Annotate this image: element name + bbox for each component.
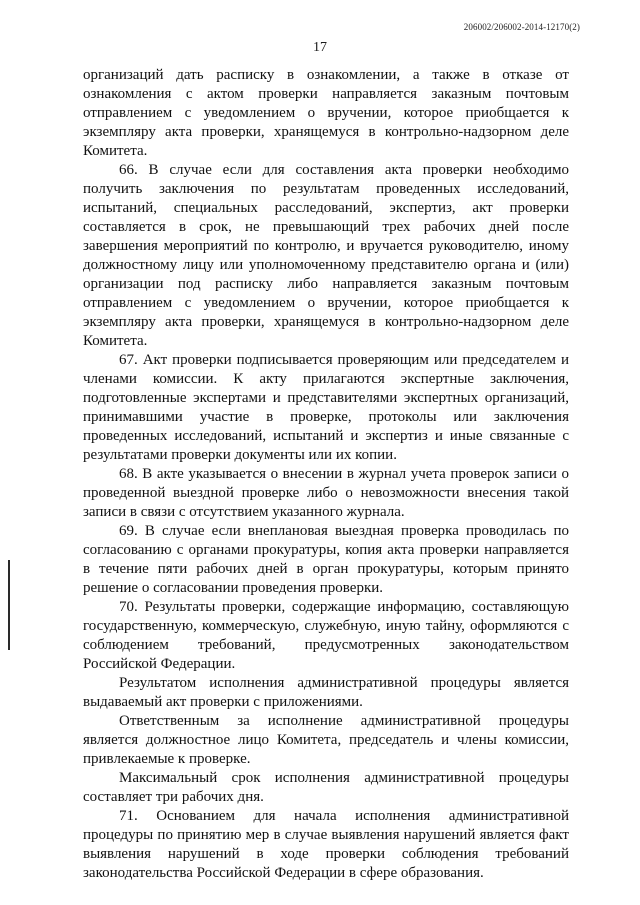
- document-id: 206002/206002-2014-12170(2): [463, 22, 580, 32]
- margin-scan-mark: [8, 560, 10, 650]
- paragraph-70: 70. Результаты проверки, содержащие информацию, составляющую государственную, коммерческую, служебную, иную тайну, оформляются с соблюдением требований, предусмотренных законодательством Российской Федерации.: [83, 599, 569, 672]
- paragraph-max-term: Максимальный срок исполнения административной процедуры составляет три рабочих дня.: [83, 770, 569, 805]
- paragraph-69: 69. В случае если внеплановая выездная проверка проводилась по согласованию с органами прокуратуры, копия акта проверки направляется в течение пяти рабочих дней в орган прокуратуры, которым принято решение о согласовании проведения проверки.: [83, 523, 569, 596]
- paragraph-responsible: Ответственным за исполнение административной процедуры является должностное лицо Комитета, председатель и члены комиссии, привлекаемые к проверке.: [83, 713, 569, 767]
- paragraph-71: 71. Основанием для начала исполнения административной процедуры по принятию мер в случае выявления нарушений является факт выявления нарушений в ходе проверки соблюдения требований законодательства Российской Федерации в сфере образования.: [83, 808, 569, 881]
- paragraph-66: 66. В случае если для составления акта проверки необходимо получить заключения по результатам проведенных исследований, испытаний, специальных расследований, экспертиз, акт проверки составляется в срок, не превышающий трех рабочих дней после завершения мероприятий по контролю, и вручается руководителю, иному должностному лицу или уполномоченному представителю органа и (или) организации под расписку либо направляется заказным почтовым отправлением с уведомлением о вручении, которое приобщается к экземпляру акта проверки, хранящемуся в контрольно-надзорном деле Комитета.: [83, 162, 569, 349]
- page-number: 17: [313, 40, 327, 55]
- document-body: [83, 66, 569, 883]
- paragraph-result: Результатом исполнения административной процедуры является выдаваемый акт проверки с приложениями.: [83, 675, 569, 710]
- paragraph-continuation: организаций дать расписку в ознакомлении, а также в отказе от ознакомления с актом проверки направляется заказным почтовым отправлением с уведомлением о вручении, которое приобщается к экземпляру акта проверки, хранящемуся в контрольно-надзорном деле Комитета.: [83, 67, 569, 159]
- paragraph-68: 68. В акте указывается о внесении в журнал учета проверок записи о проведенной выездной проверке либо о невозможности внесения такой записи в связи с отсутствием указанного журнала.: [83, 466, 569, 520]
- paragraph-67: 67. Акт проверки подписывается проверяющим или председателем и членами комиссии. К акту прилагаются экспертные заключения, подготовленные экспертами и представителями экспертных организаций, принимавшими участие в проверке, протоколы или заключения проведенных исследований, испытаний и экспертиз и иные связанные с результатами проверки документы или их копии.: [83, 352, 569, 463]
